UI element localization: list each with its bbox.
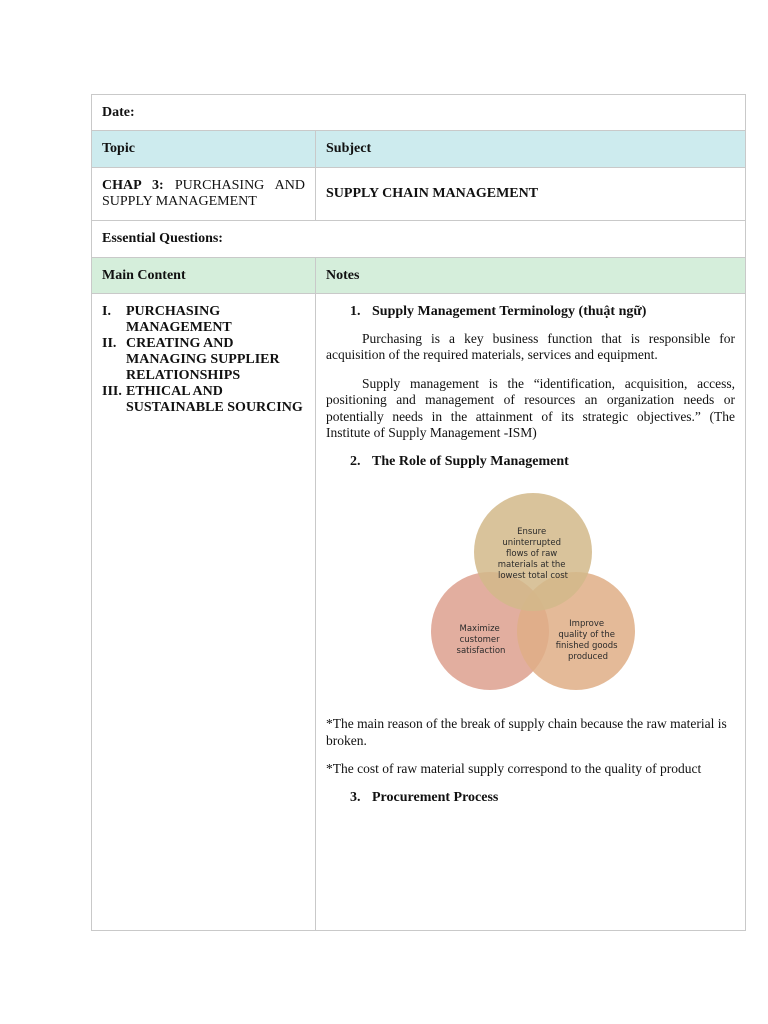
outline-item: II. CREATING AND MANAGING SUPPLIER RELATIONSHIPS	[102, 336, 280, 383]
subject-header: Subject	[326, 141, 372, 156]
outline-list	[102, 304, 305, 416]
note-break-reason: *The main reason of the break of supply chain because the raw material is broken.	[326, 716, 727, 748]
heading-role: 2. The Role of Supply Management	[350, 453, 569, 469]
essential-questions-label: Essential Questions:	[102, 231, 223, 246]
notes-header: Notes	[326, 267, 360, 283]
outline-item: III. ETHICAL AND SUSTAINABLE SOURCING	[102, 384, 303, 415]
venn-label-left: Maximize customer satisfaction	[456, 624, 506, 656]
heading-procurement: 3. Procurement Process	[350, 789, 499, 805]
essential-questions-row	[92, 221, 745, 258]
chapter-cell	[92, 168, 316, 220]
paragraph-purchasing: Purchasing is a key business function that is responsible for acquisition of the required materials, services and equipment.	[326, 330, 735, 362]
notes-cell	[316, 294, 745, 930]
topic-subject-header	[92, 131, 745, 168]
topic-header: Topic	[92, 131, 316, 167]
main-content-cell	[92, 294, 316, 930]
date-row	[92, 95, 745, 131]
heading-terminology: 1. Supply Management Terminology (thuật ngữ)	[350, 304, 647, 319]
body-row	[92, 294, 745, 930]
chapter-prefix: CHAP 3:	[102, 178, 164, 193]
chapter-title: PURCHASING AND SUPPLY MANAGEMENT	[102, 178, 305, 209]
venn-label-right: Improve quality of the finished goods produced	[555, 619, 618, 662]
outline-item: I. PURCHASING MANAGEMENT	[102, 304, 232, 335]
paragraph-supply-management: Supply management is the “identification, acquisition, access, positioning and management of resources an organization needs or potentially needs in the attainment of its strategic objectives.” (The Institute of Supply Management -ISM)	[326, 375, 735, 440]
venn-label-top: Ensure uninterrupted flows of raw materials at the lowest total cost	[497, 527, 568, 581]
role-venn-diagram	[326, 476, 735, 706]
note-cost-quality: *The cost of raw material supply correspond to the quality of product	[326, 761, 702, 776]
note-sheet	[91, 94, 746, 931]
content-notes-header	[92, 258, 745, 294]
chapter-row	[92, 168, 745, 221]
date-label: Date:	[102, 104, 135, 120]
subject-value: SUPPLY CHAIN MANAGEMENT	[326, 186, 539, 201]
main-content-header: Main Content	[92, 258, 316, 293]
